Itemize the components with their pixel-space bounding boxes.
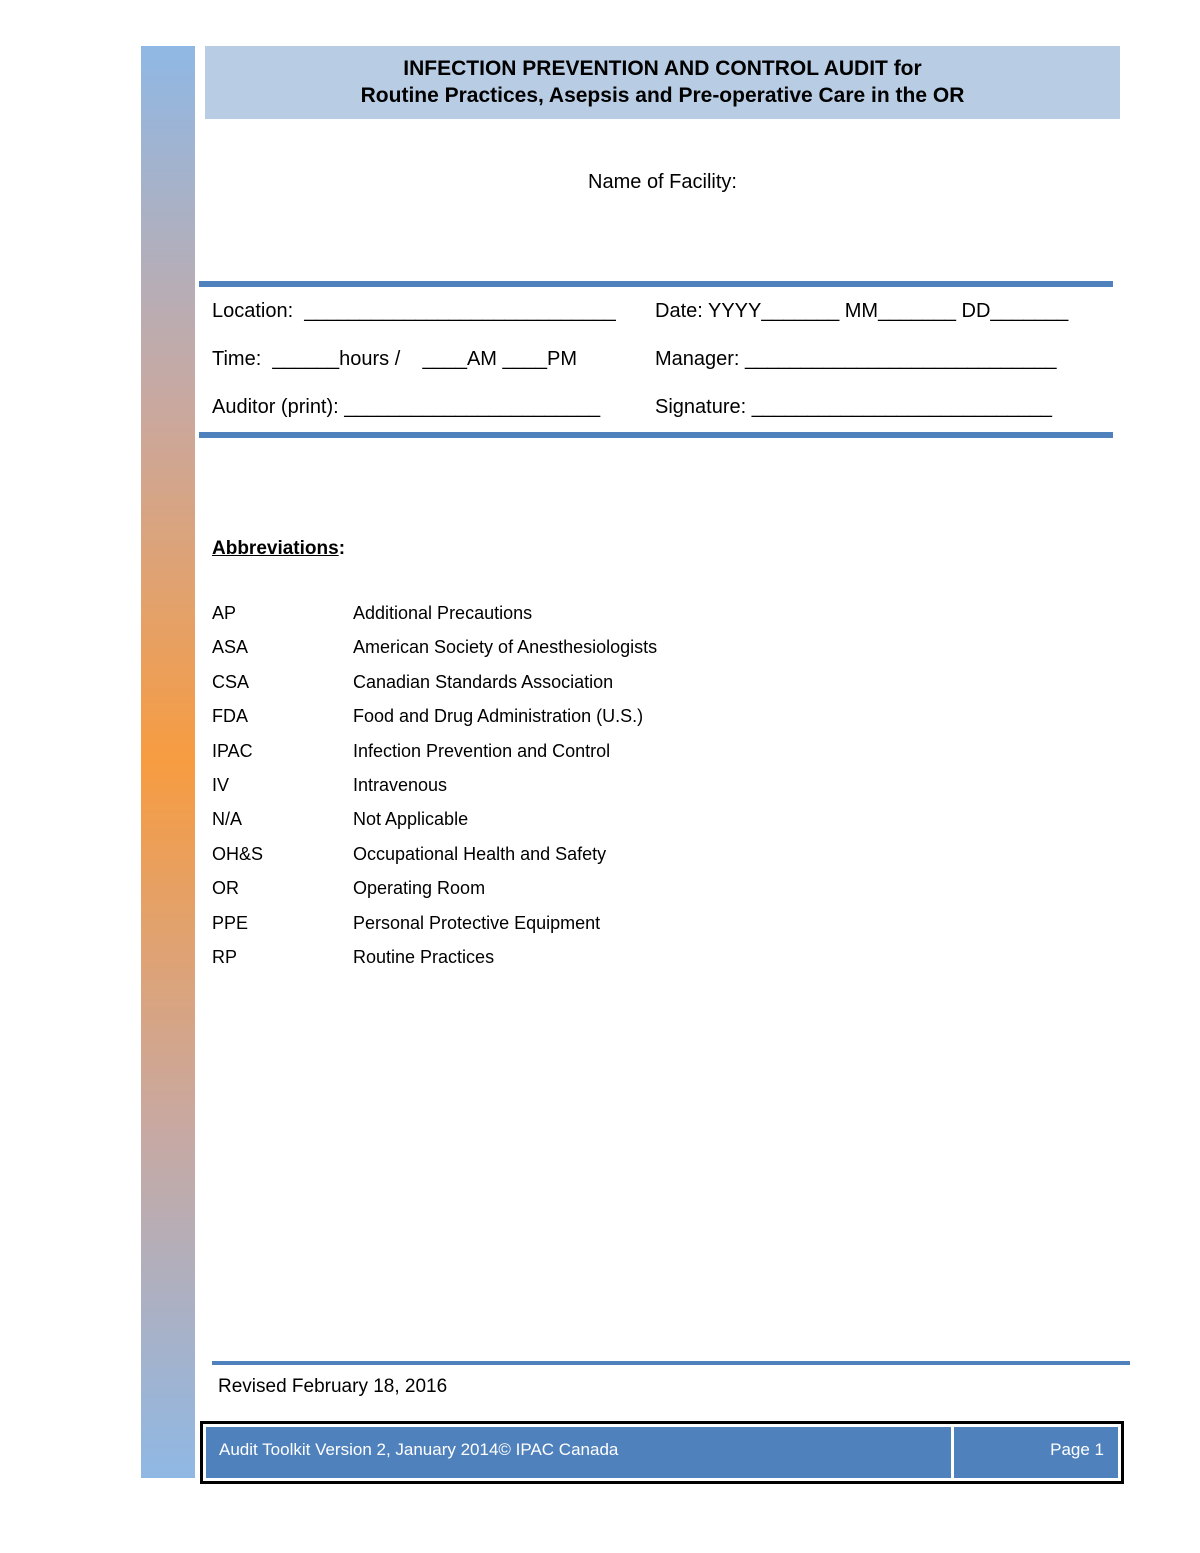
abbreviations-heading-colon: :: [338, 538, 346, 559]
list-item: [212, 806, 912, 840]
abbreviation-code: CSA: [212, 671, 250, 692]
list-item: [212, 944, 912, 978]
location-field[interactable]: Location: ____________________________: [212, 300, 616, 322]
abbreviation-meaning: Intravenous: [353, 774, 448, 795]
signature-field[interactable]: Signature: ___________________________: [655, 396, 1053, 418]
abbreviation-meaning: Operating Room: [353, 878, 486, 899]
list-item: [212, 600, 912, 634]
abbreviation-meaning: Infection Prevention and Control: [353, 740, 611, 761]
abbreviations-list: [212, 600, 912, 978]
side-gradient-bar: [141, 46, 195, 1478]
auditor-field[interactable]: Auditor (print): _______________________: [212, 396, 601, 418]
page-footer: [200, 1421, 1124, 1484]
time-field[interactable]: Time: ______hours / ____AM ____PM: [212, 348, 578, 370]
abbreviation-code: IPAC: [212, 740, 253, 761]
list-item: [212, 875, 912, 909]
abbreviation-meaning: Routine Practices: [353, 946, 495, 967]
abbreviation-code: IV: [212, 774, 230, 795]
abbreviation-code: OH&S: [212, 843, 264, 864]
title-line-2: Routine Practices, Asepsis and Pre-operative Care in the OR: [360, 84, 965, 107]
title-line-1: INFECTION PREVENTION AND CONTROL AUDIT for: [403, 57, 922, 80]
list-item: [212, 703, 912, 737]
abbreviation-meaning: Additional Precautions: [353, 603, 533, 623]
abbreviation-code: ASA: [212, 637, 249, 658]
abbreviation-code: PPE: [212, 912, 249, 933]
facility-name-label: Name of Facility:: [588, 171, 737, 193]
abbreviations-heading: [212, 538, 345, 560]
list-item: [212, 772, 912, 806]
manager-field[interactable]: Manager: ____________________________: [655, 348, 1057, 370]
abbreviation-code: FDA: [212, 706, 248, 727]
date-field[interactable]: Date: YYYY_______ MM_______ DD_______: [655, 300, 1069, 322]
list-item: [212, 841, 912, 875]
form-top-rule: [199, 281, 1113, 287]
title-banner: [205, 46, 1120, 119]
abbreviation-meaning: Food and Drug Administration (U.S.): [353, 706, 644, 727]
abbreviations-heading-text: Abbreviations: [212, 538, 339, 559]
abbreviation-meaning: Personal Protective Equipment: [353, 912, 601, 933]
abbreviation-meaning: Not Applicable: [353, 809, 469, 830]
revised-date: Revised February 18, 2016: [218, 1376, 448, 1397]
abbreviation-meaning: American Society of Anesthesiologists: [353, 637, 658, 658]
form-bottom-rule: [199, 432, 1113, 438]
abbreviation-code: N/A: [212, 809, 243, 830]
abbreviation-code: RP: [212, 946, 238, 967]
page-number: Page 1: [954, 1427, 1118, 1478]
list-item: [212, 910, 912, 944]
abbreviation-meaning: Canadian Standards Association: [353, 671, 614, 692]
list-item: [212, 634, 912, 668]
list-item: [212, 738, 912, 772]
revised-rule: [212, 1361, 1130, 1365]
abbreviation-code: AP: [212, 603, 237, 623]
abbreviation-code: OR: [212, 878, 239, 899]
footer-version-text: Audit Toolkit Version 2, January 2014© IPAC Canada: [206, 1427, 951, 1478]
abbreviation-meaning: Occupational Health and Safety: [353, 843, 607, 864]
list-item: [212, 669, 912, 703]
